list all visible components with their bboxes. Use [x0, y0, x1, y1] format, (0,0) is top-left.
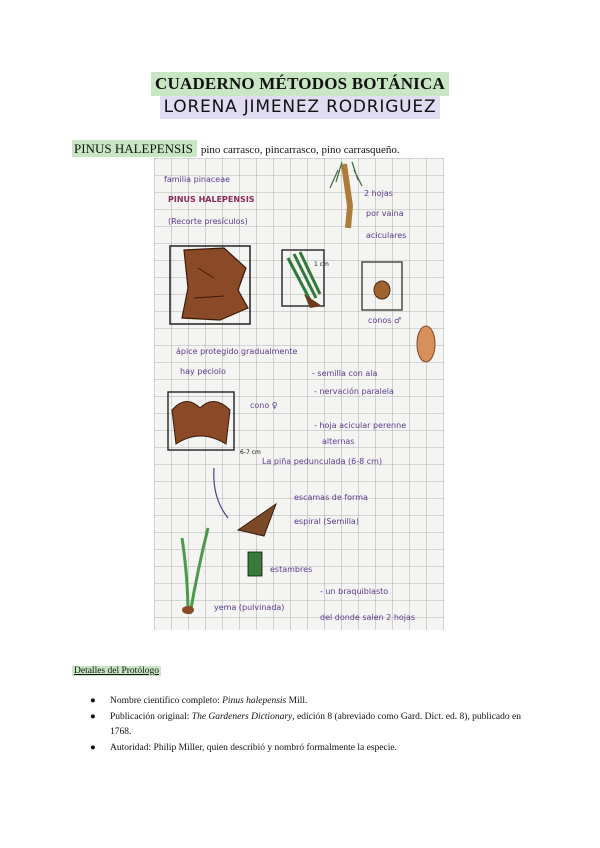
- list-item: [90, 694, 530, 710]
- sketch-hoja-acicular1: - hoja acicular perenne: [314, 421, 407, 430]
- sketch-yema: yema (pulvinada): [214, 603, 285, 612]
- sketch-svg: [154, 158, 444, 630]
- notebook-sketch-image: [154, 158, 444, 630]
- sketch-nervacion: - nervación paralela: [314, 387, 394, 396]
- sketch-estambres: estambres: [270, 565, 313, 574]
- title-block: [0, 72, 600, 119]
- sketch-size-tag: 1 cm: [314, 261, 329, 268]
- list-item: [90, 741, 530, 757]
- author-name: LORENA JIMENEZ RODRIGUEZ: [160, 96, 441, 119]
- sketch-escamas1: escamas de forma: [294, 493, 368, 502]
- sketch-head-line3: (Recorte presículos): [168, 217, 248, 226]
- detail-text: Autoridad: Philip Miller, quien describió y nombró formalmente la especie.: [110, 742, 397, 753]
- seed-drawing: [417, 326, 435, 362]
- bullet-icon: ●: [90, 742, 96, 753]
- common-names: pino carrasco, pincarrasco, pino carrasqueño.: [200, 144, 400, 156]
- detail-text: Mill.: [286, 696, 308, 706]
- list-item: [90, 710, 530, 741]
- sketch-apice1: ápice protegido gradualmente: [176, 347, 298, 356]
- sketch-size-tag2: 6-7 cm: [240, 449, 261, 456]
- detail-italic: Pinus halepensis: [222, 696, 287, 706]
- sketch-pina: La piña pedunculada (6-8 cm): [262, 457, 383, 466]
- sketch-braqui1: - un braquiblasto: [320, 587, 389, 596]
- sketch-head-line2: PINUS HALEPENSIS: [168, 195, 255, 204]
- detail-text: Publicación original:: [110, 711, 192, 722]
- protologue-section-title: Detalles del Protólogo: [74, 666, 159, 676]
- sketch-conos: conos ♂: [368, 316, 402, 325]
- sketch-note-hojas2: por vaina: [366, 209, 404, 218]
- sketch-cono-f: cono ♀: [250, 401, 278, 410]
- sketch-note-hojas3: aciculares: [366, 231, 407, 240]
- species-name: PINUS HALEPENSIS: [72, 140, 197, 157]
- bullet-icon: ●: [90, 696, 96, 706]
- sketch-note-hojas1: 2 hojas: [364, 189, 393, 198]
- detail-italic: The Gardeners Dictionary: [191, 711, 293, 722]
- detail-text: , edición 8 (abreviado como Gard. Dict. ed. 8), publicado en 1768.: [110, 711, 521, 737]
- sketch-semilla: - semilla con ala: [312, 369, 378, 378]
- document-title: CUADERNO MÉTODOS BOTÁNICA: [151, 72, 449, 96]
- sketch-head-line1: familia pinaceae: [164, 175, 231, 184]
- bullet-icon: ●: [90, 711, 96, 722]
- sketch-apice2: hay peciolo: [180, 367, 226, 376]
- detail-text: Nombre científico completo:: [110, 696, 223, 706]
- sketch-braqui2: del donde salen 2 hojas: [320, 613, 416, 622]
- protologue-details-list: [90, 694, 530, 756]
- sketch-hoja-acicular2: alternas: [322, 437, 355, 446]
- sketch-escamas2: espiral (Semilla): [294, 517, 359, 526]
- species-line: [72, 141, 400, 157]
